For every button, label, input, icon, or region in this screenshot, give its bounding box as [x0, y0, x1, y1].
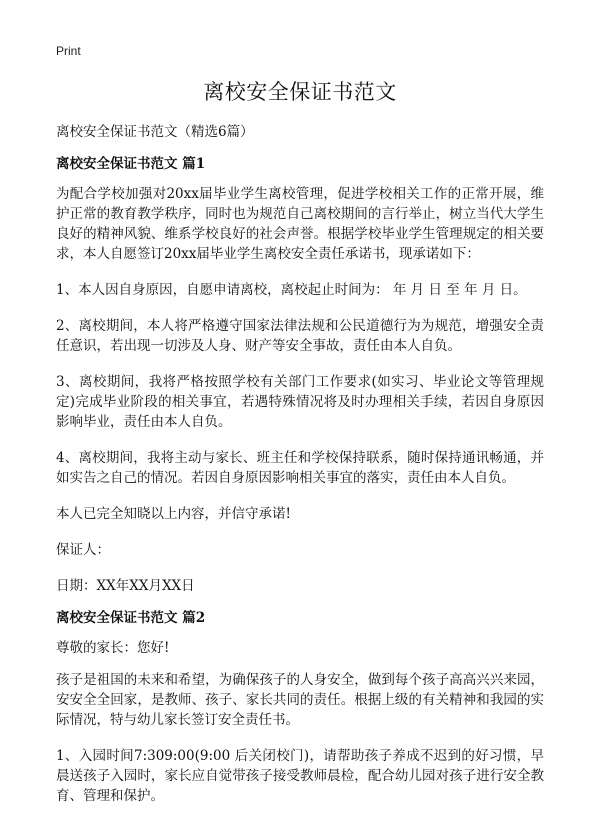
section-heading: 离校安全保证书范文 篇1 — [56, 156, 206, 172]
print-label[interactable]: Print — [56, 44, 81, 58]
paragraph: 1、本人因自身原因，自愿申请离校，离校起止时间为： 年 月 日 至 年 月 日。 — [56, 282, 527, 298]
paragraph: 孩子是祖国的未来和希望，为确保孩子的人身安全，做到每个孩子高高兴兴来园，安安全全回家，是教师、孩子、家长共同的责任。根据上级的有关精神和我园的实际情况，特与幼儿家长签订安全责任书。 — [56, 672, 544, 728]
document-subtitle: 离校安全保证书范文（精选6篇） — [56, 124, 254, 140]
guarantor-line: 保证人： — [56, 542, 110, 558]
section-heading: 离校安全保证书范文 篇2 — [56, 610, 206, 626]
section-2 — [56, 608, 544, 806]
section-1 — [56, 154, 544, 596]
paragraph: 1、入园时间7:309:00(9:00 后关闭校门)，请帮助孩子养成不迟到的好习惯，早晨送孩子入园时，家长应自觉带孩子接受教师晨检，配合幼儿园对孩子进行安全教育、管理和保护。 — [56, 748, 544, 804]
paragraph: 本人已完全知晓以上内容，并信守承诺! — [56, 506, 291, 522]
paragraph: 3、离校期间，我将严格按照学校有关部门工作要求(如实习、毕业论文等管理规定)完成毕业阶段的相关事宜，若遇特殊情况将及时办理相关手续，若因自身原因影响毕业，责任由本人自负。 — [56, 374, 544, 430]
paragraph: 为配合学校加强对20xx届毕业学生离校管理，促进学校相关工作的正常开展，维护正常的教育教学秩序，同时也为规范自己离校期间的言行举止，树立当代大学生良好的精神风貌、维系学校良好的社会声誉。根据学校毕业学生管理规定的相关要求，本人自愿签订20xx届毕业学生离校安全责任承诺书，现承诺如下： — [56, 186, 544, 262]
paragraph: 4、离校期间，我将主动与家长、班主任和学校保持联系，随时保持通讯畅通，并如实告之自己的情况。若因自身原因影响相关事宜的落实，责任由本人自负。 — [56, 450, 544, 486]
greeting: 尊敬的家长：您好! — [56, 640, 170, 656]
document-title: 离校安全保证书范文 — [203, 80, 397, 104]
paragraph: 2、离校期间，本人将严格遵守国家法律法规和公民道德行为为规范，增强安全责任意识，若出现一切涉及人身、财产等安全事故，责任由本人自负。 — [56, 318, 544, 354]
date-line: 日期：XX年XX月XX日 — [56, 578, 195, 594]
